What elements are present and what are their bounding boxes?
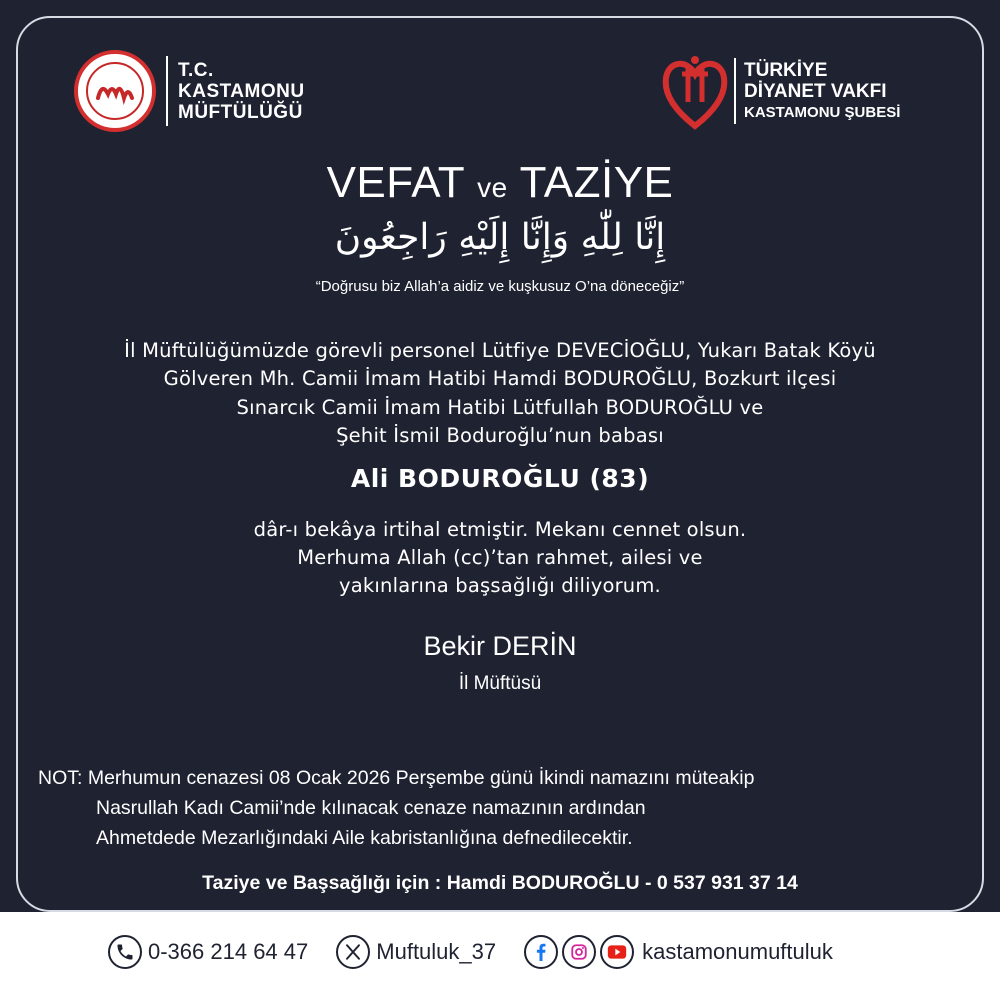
condolence-text: dâr-ı bekâya irtihal etmiştir. Mekanı cennet olsun. Merhuma Allah (cc)’tan rahmet, ailesi ve yakınlarına başsağlığı diliyorum. [253, 518, 747, 597]
youtube-icon[interactable] [600, 935, 634, 969]
phone-icon [108, 935, 142, 969]
instagram-icon[interactable] [562, 935, 596, 969]
contact-line: Taziye ve Başsağlığı için : Hamdi BODUROĞLU - 0 537 931 37 14 [202, 872, 798, 894]
signatory-name: Bekir DERİN [423, 631, 577, 661]
facebook-icon[interactable] [524, 935, 558, 969]
foundation-name: TÜRKİYE DİYANET VAKFI KASTAMONU ŞUBESİ [744, 59, 901, 121]
footer-contacts [108, 932, 833, 972]
tdv-heart-icon [662, 52, 728, 130]
footer-social-handle[interactable]: kastamonumuftuluk [642, 939, 833, 964]
mufti-office-logo [74, 50, 305, 132]
deceased-name: Ali BODUROĞLU (83) [350, 464, 650, 493]
mufti-office-name: T.C. KASTAMONU MÜFTÜLÜĞÜ [178, 59, 305, 123]
arabic-verse: إِنَّا لِلّٰهِ وَإِنَّا إِلَيْهِ رَاجِعُونَ [334, 217, 666, 258]
funeral-note: NOT: Merhumun cenazesi 08 Ocak 2026 Perşembe günü İkindi namazını müteakip Nasrullah Kadı Camii’nde kılınacak cenaze namazının ardından Ahmetdede Mezarlığındaki Aile kabristanlığına defnedilecektir. [38, 767, 755, 849]
announcement-body: İl Müftülüğümüzde görevli personel Lütfiye DEVECİOĞLU, Yukarı Batak Köyü Gölveren Mh. Camii İmam Hatibi Hamdi BODUROĞLU, Bozkurt ilçesi Sınarcık Camii İmam Hatibi Lütfullah BODUROĞLU ve Şehit İsmil Boduroğlu’nun babası [124, 339, 876, 447]
diyanet-foundation-logo [662, 52, 900, 130]
verse-translation: “Doğrusu biz Allah’a aidiz ve kuşkusuz O’na döneceğiz” [315, 278, 685, 295]
announcement-title: VEFAT ve TAZİYE [326, 158, 674, 207]
signatory-title: İl Müftüsü [458, 673, 542, 694]
footer-bar [0, 912, 1000, 1000]
footer-twitter[interactable]: Muftuluk_37 [376, 939, 497, 964]
diyanet-seal-icon [74, 50, 156, 132]
x-twitter-icon[interactable] [336, 935, 370, 969]
footer-phone[interactable]: 0-366 214 64 47 [148, 939, 309, 964]
